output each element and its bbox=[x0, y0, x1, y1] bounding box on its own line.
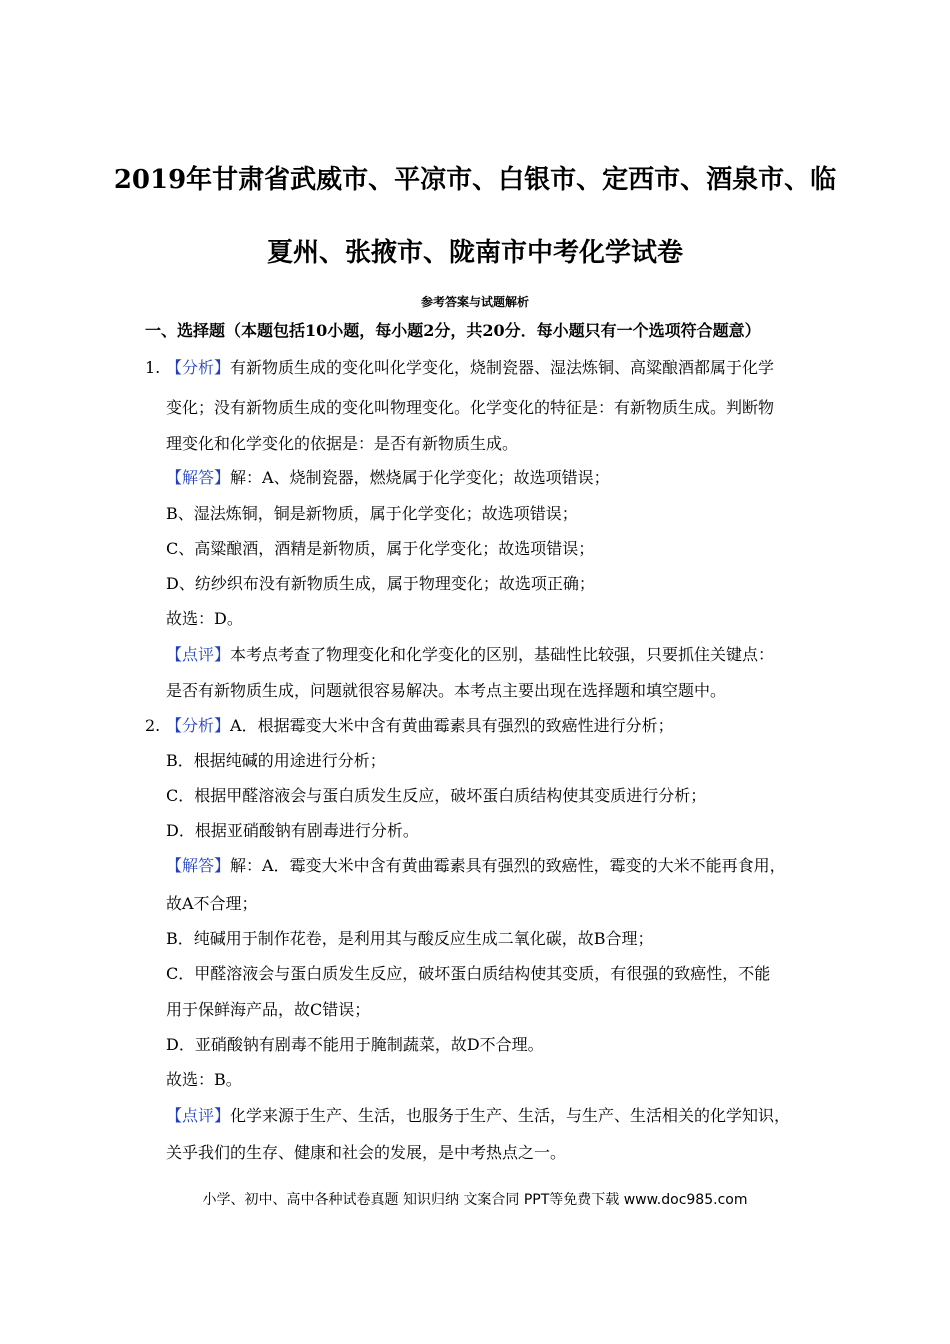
q2-answer-line: D．亚硝酸钠有剧毒不能用于腌制蔬菜，故D不合理。 bbox=[166, 1035, 544, 1054]
q2-answer-line bbox=[166, 855, 786, 877]
q2-analysis-line: C．根据甲醛溶液会与蛋白质发生反应，破坏蛋白质结构使其变质进行分析； bbox=[166, 786, 707, 805]
answer-text: 解：A．霉变大米中含有黄曲霉素具有强烈的致癌性，霉变的大米不能再食用， bbox=[230, 856, 786, 875]
q1-analysis-line bbox=[166, 357, 774, 379]
answer-tag: 【解答】 bbox=[166, 856, 231, 875]
q1-comment-line bbox=[166, 644, 774, 666]
q2-answer-line: C．甲醛溶液会与蛋白质发生反应，破坏蛋白质结构使其变质，有很强的致癌性，不能 bbox=[166, 964, 771, 983]
section-heading: 一、选择题（本题包括10小题，每小题2分，共20分．每小题只有一个选项符合题意） bbox=[145, 321, 761, 340]
q2-answer-line: 故选：B。 bbox=[166, 1070, 242, 1089]
q2-analysis-line: B．根据纯碱的用途进行分析； bbox=[166, 751, 386, 770]
document-title-line-2: 夏州、张掖市、陇南市中考化学试卷 bbox=[266, 238, 683, 268]
comment-text: 本考点考查了物理变化和化学变化的区别，基础性比较强，只要抓住关键点： bbox=[230, 645, 775, 664]
comment-tag: 【点评】 bbox=[166, 1106, 231, 1125]
q2-analysis-line bbox=[166, 715, 674, 737]
q2-answer-line: 用于保鲜海产品，故C错误； bbox=[166, 1000, 371, 1019]
q2-comment-line: 关乎我们的生存、健康和社会的发展，是中考热点之一。 bbox=[166, 1143, 567, 1162]
document-title-line-1: 2019年甘肃省武威市、平凉市、白银市、定西市、酒泉市、临 bbox=[113, 165, 837, 195]
q2-answer-line: 故A不合理； bbox=[166, 894, 258, 913]
answer-tag: 【解答】 bbox=[166, 468, 231, 487]
q1-answer-line: C、高粱酿酒，酒精是新物质，属于化学变化；故选项错误； bbox=[166, 539, 595, 558]
q1-answer-line bbox=[166, 467, 610, 489]
answer-text: 解：A、烧制瓷器，燃烧属于化学变化；故选项错误； bbox=[230, 468, 610, 487]
document-subtitle: 参考答案与试题解析 bbox=[420, 295, 529, 309]
q1-analysis-line: 变化；没有新物质生成的变化叫物理变化。化学变化的特征是：有新物质生成。判断物 bbox=[166, 398, 775, 417]
q1-comment-line: 是否有新物质生成，问题就很容易解决。本考点主要出现在选择题和填空题中。 bbox=[166, 681, 727, 700]
q2-analysis-line: D．根据亚硝酸钠有剧毒进行分析。 bbox=[166, 821, 419, 840]
page-footer: 小学、初中、高中各种试卷真题 知识归纳 文案合同 PPT等免费下载 www.doc985.com bbox=[202, 1192, 748, 1208]
q1-analysis-line: 理变化和化学变化的依据是：是否有新物质生成。 bbox=[166, 434, 519, 453]
q1-answer-line: B、湿法炼铜，铜是新物质，属于化学变化；故选项错误； bbox=[166, 504, 578, 523]
q2-answer-line: B．纯碱用于制作花卷，是利用其与酸反应生成二氧化碳，故B合理； bbox=[166, 929, 654, 948]
analysis-tag: 【分析】 bbox=[166, 716, 231, 735]
q1-answer-line: D、纺纱织布没有新物质生成，属于物理变化；故选项正确； bbox=[166, 574, 595, 593]
analysis-text: 有新物质生成的变化叫化学变化，烧制瓷器、湿法炼铜、高粱酿酒都属于化学 bbox=[230, 358, 775, 377]
question-number: 1. bbox=[145, 358, 161, 377]
comment-text: 化学来源于生产、生活，也服务于生产、生活，与生产、生活相关的化学知识， bbox=[230, 1106, 791, 1125]
analysis-tag: 【分析】 bbox=[166, 358, 231, 377]
q1-answer-line: 故选：D。 bbox=[166, 609, 243, 628]
comment-tag: 【点评】 bbox=[166, 645, 231, 664]
q2-comment-line bbox=[166, 1105, 790, 1127]
question-number: 2. bbox=[145, 716, 161, 735]
analysis-text: A．根据霉变大米中含有黄曲霉素具有强烈的致癌性进行分析； bbox=[230, 716, 674, 735]
